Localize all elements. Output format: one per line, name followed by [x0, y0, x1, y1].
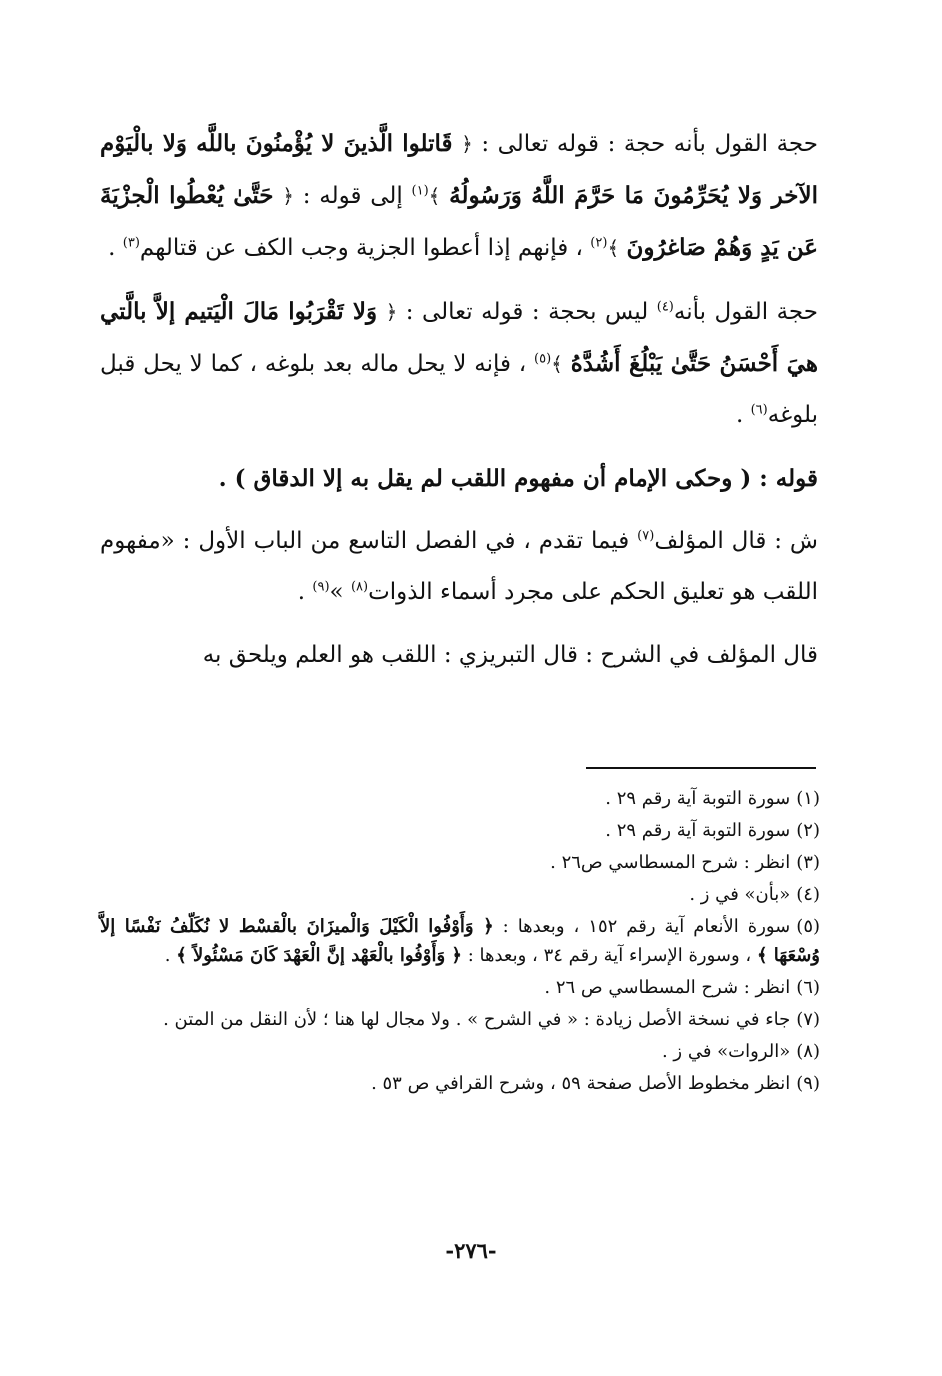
text: ، فإنهم إذا أعطوا الجزية وجب الكف عن قتالهم: [139, 235, 591, 261]
footnote-text: انظر : شرح المسطاسي ص ٢٦ .: [544, 977, 791, 998]
footnote-text: «الروات» في ز .: [661, 1041, 791, 1062]
text: »: [329, 579, 351, 605]
footnote-text: «بأن» في ز .: [689, 884, 791, 905]
footnote-divider: [586, 767, 816, 769]
paragraph-continuation: قال المؤلف في الشرح : قال التبريزي : اللقب هو العلم ويلحق به: [202, 642, 818, 668]
footnotes: [100, 784, 820, 1101]
text: فيما تقدم ، في الفصل التاسع من الباب الأول : «مفهوم اللقب هو تعليق الحكم على مجرد أسماء الذوات: [100, 528, 818, 605]
paragraph-argument-against: [100, 286, 818, 441]
footnote-ref[interactable]: (٨): [350, 579, 369, 595]
quran-bracket-open: ﴿: [282, 184, 294, 208]
page-number: -٢٧٦-: [445, 1238, 497, 1263]
footnote-number: (٨): [796, 1041, 820, 1062]
footnote-ref[interactable]: (٥): [534, 351, 552, 367]
main-text: [100, 118, 818, 693]
quran-bracket-open: ﴿: [385, 300, 398, 324]
footnote-item: [100, 880, 820, 909]
footnote-text: انظر : شرح المسطاسي ص٢٦ .: [550, 852, 791, 873]
footnote-item: [100, 973, 820, 1002]
footnote-item: [100, 1069, 820, 1098]
footnote-item: [100, 1005, 820, 1034]
footnote-item: [100, 848, 820, 877]
footnote-number: (٣): [796, 852, 820, 873]
footnote-ref[interactable]: (٢): [590, 235, 608, 251]
quran-bracket-open: ﴿: [461, 132, 473, 156]
text: .: [735, 402, 751, 428]
footnote-number: (١): [796, 788, 820, 809]
footnote-ref[interactable]: (٦): [750, 402, 768, 418]
footnote-item: [100, 912, 820, 970]
quran-bracket-close: ﴾: [428, 184, 441, 208]
footnote-text: .: [164, 945, 177, 966]
text: ليس بحجة : قوله تعالى :: [397, 299, 657, 325]
footnote-text: ، وسورة الإسراء آية رقم ٣٤ ، وبعدها :: [461, 945, 757, 966]
text: ، فإنه لا يحل ماله بعد بلوغه ، كما لا يحل قبل بلوغه: [100, 351, 818, 428]
paragraph-quote-heading: قوله : ( وحكى الإمام أن مفهوم اللقب لم يقل به إلا الدقاق ) .: [218, 465, 818, 492]
quran-verse: قَاتلوا الَّذينَ لا يُؤْمنُونَ باللَّه وَلا بالْيَوْم الآخر وَلا يُحَرِّمُونَ مَا حَرَّمَ اللَّهُ وَرَسُولُهُ: [100, 130, 818, 209]
footnote-number: (٦): [796, 977, 820, 998]
footnote-number: (٢): [796, 820, 820, 841]
text: إلى قوله :: [294, 183, 412, 209]
paragraph-commentary: [100, 516, 818, 618]
text: حجة القول بأنه حجة : قوله تعالى :: [472, 131, 818, 157]
footnote-item: [100, 816, 820, 845]
footnote-ref[interactable]: (٩): [312, 579, 330, 595]
footnote-ref[interactable]: (١): [411, 183, 429, 199]
footnote-number: (٤): [796, 884, 820, 905]
text: .: [297, 579, 313, 605]
quran-bracket-close: ﴾: [551, 352, 563, 376]
quran-verse: وَلا تَقْرَبُوا مَالَ الْيَتيم إلاَّ بالَّتي هيَ أَحْسَنُ حَتَّىٰ يَبْلُغَ أَشُدَّهُ: [100, 298, 819, 377]
footnote-ref[interactable]: (٤): [656, 299, 674, 315]
footnote-item: [100, 784, 820, 813]
text: .: [108, 235, 123, 261]
footnote-number: (٩): [796, 1073, 820, 1094]
footnote-ref[interactable]: (٧): [637, 528, 655, 544]
text: حجة القول بأنه: [673, 299, 818, 325]
quran-verse: ﴿ وَأَوْفُوا بالْعَهْد إنَّ الْعَهْدَ كَانَ مَسْئُولاً ﴾: [176, 945, 462, 966]
footnote-item: [100, 1037, 820, 1066]
footnote-number: (٥): [796, 916, 821, 937]
quran-bracket-close: ﴾: [607, 236, 620, 260]
footnote-text: سورة الأنعام آية رقم ١٥٢ ، وبعدها :: [493, 916, 791, 937]
text: ش : قال المؤلف: [654, 528, 818, 554]
footnote-text: سورة التوبة آية رقم ٢٩ .: [605, 788, 791, 809]
quran-verse: حَتَّىٰ يُعْطُوا الْجزْيَةَ عَن يَدٍ وَهُمْ صَاغرُونَ: [100, 182, 818, 261]
footnote-text: سورة التوبة آية رقم ٢٩ .: [605, 820, 791, 841]
quran-verse: ﴿ وَأَوْفُوا الْكَيْلَ وَالْميزَانَ بالْقسْط لا نُكَلّفُ نَفْسًا إلاَّ وُسْعَهَا ﴾: [100, 916, 820, 966]
footnote-number: (٧): [796, 1009, 820, 1030]
footnote-ref[interactable]: (٣): [122, 235, 140, 251]
footnote-text: انظر مخطوط الأصل صفحة ٥٩ ، وشرح القرافي ص ٥٣ .: [371, 1073, 791, 1094]
paragraph-argument-for: [100, 118, 818, 274]
footnote-text: جاء في نسخة الأصل زيادة : « في الشرح » . ولا مجال لها هنا ؛ لأن النقل من المتن .: [163, 1009, 791, 1030]
